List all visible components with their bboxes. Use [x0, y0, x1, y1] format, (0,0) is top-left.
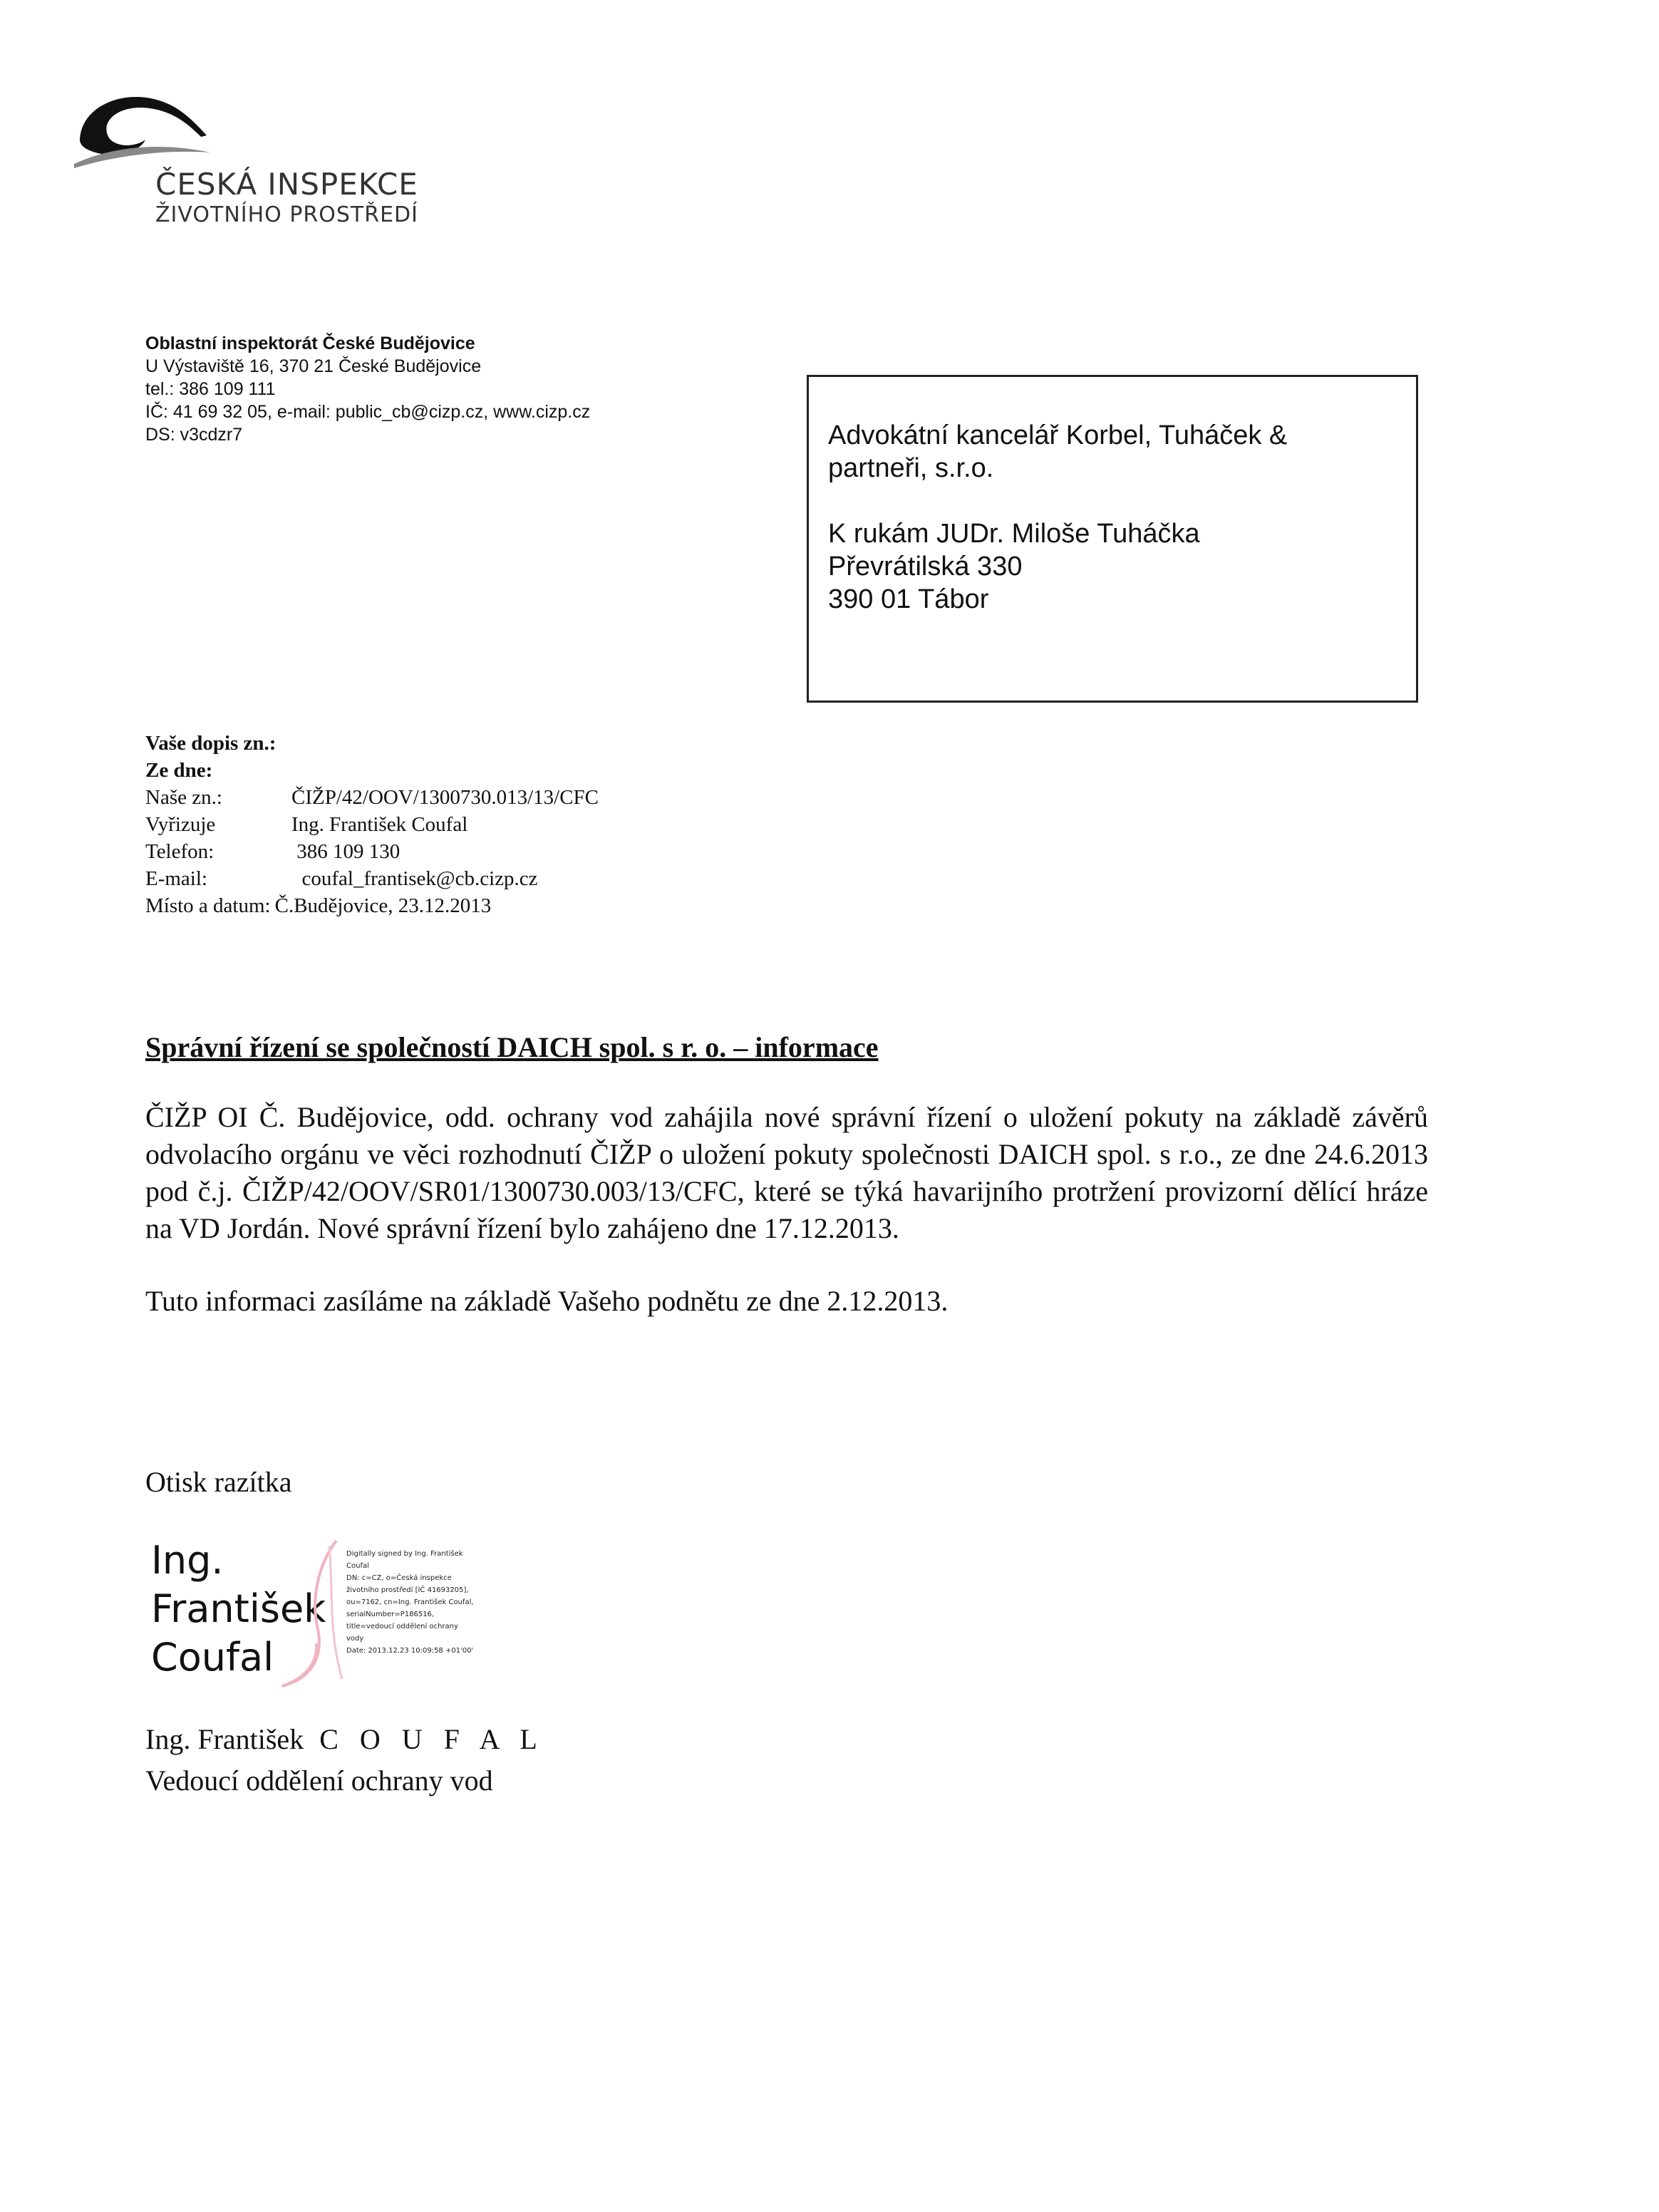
signature-detail-line: serialNumber=P186516, — [346, 1611, 435, 1618]
ref-row — [145, 784, 599, 811]
reference-block — [145, 730, 599, 919]
ref-value: ČIŽP/42/OOV/1300730.013/13/CFC — [291, 786, 599, 809]
signer-last-name: C O U F A L — [319, 1723, 544, 1755]
logo-text-line2: ŽIVOTNÍHO PROSTŘEDÍ — [155, 202, 418, 227]
signature-details — [346, 1548, 532, 1657]
sender-ids: IČ: 41 69 32 05, e-mail: public_cb@cizp.cz, www.cizp.cz — [145, 402, 591, 422]
signature-detail-line: ou=7162, cn=Ing. František Coufal, — [346, 1598, 474, 1606]
signature-detail-line: Digitally signed by Ing. František — [346, 1550, 463, 1558]
stamp-label: Otisk razítka — [145, 1466, 292, 1498]
signer-title: Vedoucí oddělení ochrany vod — [145, 1764, 493, 1797]
ref-row — [145, 838, 599, 865]
sender-phone: tel.: 386 109 111 — [145, 379, 276, 399]
sender-office: Oblastní inspektorát České Budějovice — [145, 334, 475, 353]
ref-value: coufal_frantisek@cb.cizp.cz — [291, 867, 538, 890]
ref-row — [145, 811, 599, 838]
sender-block — [145, 332, 590, 446]
ref-row — [145, 757, 599, 784]
signature-detail-line: vody — [346, 1635, 364, 1643]
ref-row — [145, 730, 599, 757]
signature-name-line1: Ing. — [151, 1538, 224, 1583]
ref-row — [145, 892, 599, 919]
signer-first-name: Ing. František — [145, 1723, 304, 1755]
signature-detail-line: životního prostředí [IČ 41693205], — [346, 1586, 469, 1594]
recipient-address — [828, 419, 1287, 616]
recipient-line2: partneři, s.r.o. — [828, 453, 994, 483]
sender-ds: DS: v3cdzr7 — [145, 425, 243, 445]
ref-label: Místo a datum: — [145, 894, 271, 917]
body-paragraph-2: Tuto informaci zasíláme na základě Vašeho podnětu ze dne 2.12.2013. — [145, 1285, 949, 1317]
sender-address: U Výstaviště 16, 370 21 České Budějovice — [145, 356, 482, 376]
signer-block — [145, 1719, 544, 1802]
ref-label: Vaše dopis zn.: — [145, 732, 276, 755]
ref-label: Ze dne: — [145, 759, 213, 782]
ref-value: 386 109 130 — [291, 840, 400, 863]
ref-value: Ing. František Coufal — [291, 813, 468, 836]
recipient-line3: K rukám JUDr. Miloše Tuháčka — [828, 519, 1200, 549]
signature-detail-line: DN: c=CZ, o=Česká inspekce — [346, 1574, 452, 1582]
logo — [71, 84, 442, 234]
ref-label: Telefon: — [145, 840, 215, 863]
body-paragraph: ČIŽP OI Č. Budějovice, odd. ochrany vod zahájila nové správní řízení o uložení pokuty na základě závěrů odvolacího orgánu ve věci rozhodnutí ČIŽP o uložení pokuty společnosti DAICH spol. s r.o., ze dne 24.6.2013 pod č.j. ČIŽP/42/OOV/SR01/1300730.003/13/CFC, které se týká havarijního protržení provizorní dělící hráze na VD Jordán. Nové správní řízení bylo zahájeno dne 17.12.2013. — [145, 1101, 1428, 1244]
subject-heading: Správní řízení se společností DAICH spol. s r. o. – informace — [145, 1031, 879, 1063]
recipient-line4: Převrátilská 330 — [828, 552, 1023, 582]
ref-label: Naše zn.: — [145, 786, 222, 809]
ref-row — [145, 865, 599, 892]
eye-logo-icon — [71, 84, 214, 177]
recipient-line5: 390 01 Tábor — [828, 584, 989, 614]
signature-detail-line: Coufal — [346, 1562, 369, 1570]
ref-label: E-mail: — [145, 867, 207, 890]
signature-detail-line: title=vedoucí oddělení ochrany — [346, 1623, 458, 1630]
logo-text-line1: ČESKÁ INSPEKCE — [155, 167, 418, 202]
recipient-line1: Advokátní kancelář Korbel, Tuháček & — [828, 420, 1288, 450]
ref-value: Č.Budějovice, 23.12.2013 — [274, 894, 492, 917]
signature-detail-line: Date: 2013.12.23 10:09:58 +01'00' — [346, 1647, 474, 1655]
signature-name-line3: Coufal — [151, 1635, 274, 1680]
signature-name-line2: František — [151, 1586, 326, 1631]
ref-label: Vyřizuje — [145, 813, 216, 836]
